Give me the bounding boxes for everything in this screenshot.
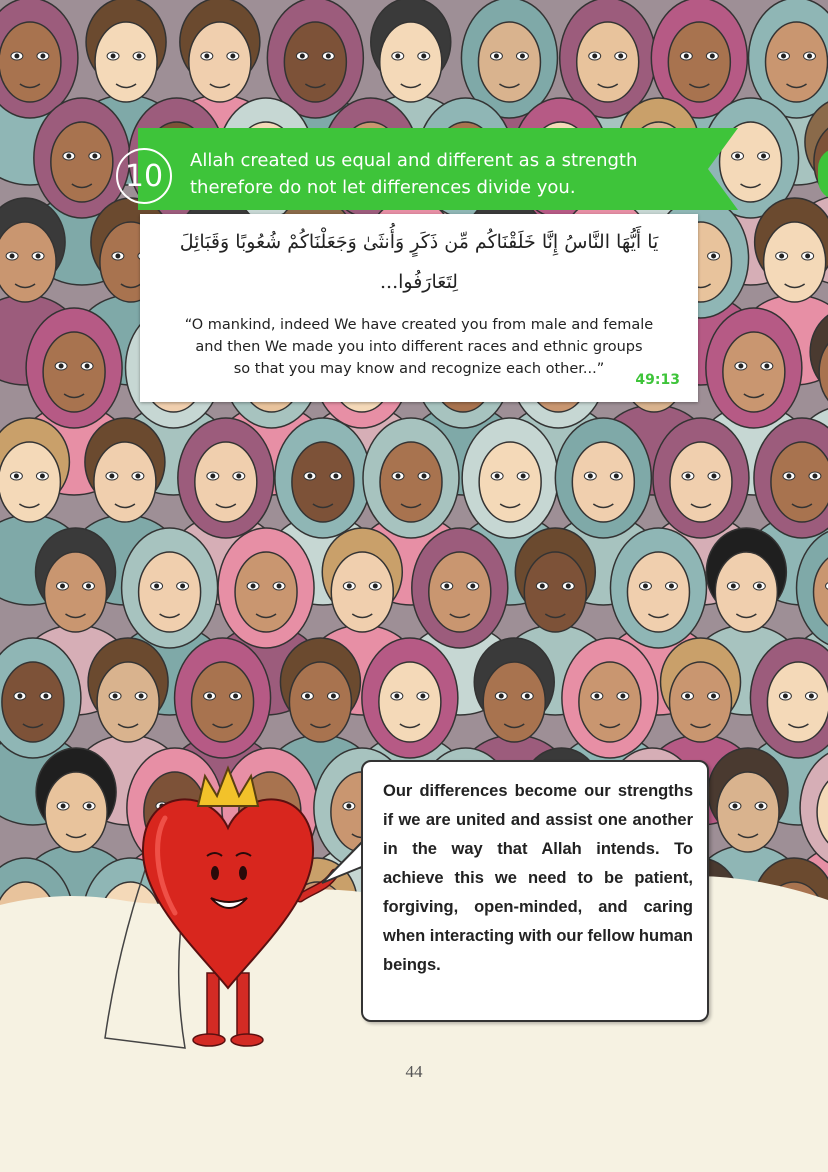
translation-line-1: “O mankind, indeed We have created you from male and female xyxy=(184,317,654,333)
speech-bubble-tail xyxy=(318,838,366,888)
verse-translation xyxy=(150,314,688,380)
banner-line-1: Allah created us equal and different as a strength xyxy=(190,150,638,171)
banner-heading xyxy=(190,147,710,201)
verse-reference: 49:13 xyxy=(635,372,680,388)
tip-number-badge: 10 xyxy=(116,148,172,204)
arabic-line-1: يَا أَيُّهَا النَّاسُ إِنَّا خَلَقْنَاكُم مِّن ذَكَرٍ وَأُنثَىٰ وَجَعَلْنَاكُمْ شُعُوبًا وَقَبَائِلَ xyxy=(179,231,659,253)
arabic-verse xyxy=(140,222,698,302)
speech-bubble xyxy=(361,760,709,1022)
speech-text: Our differences become our strengths if we are united and assist one another in the way that Allah intends. To achieve this we need to be patient, forgiving, open-minded, and caring when interacting with our fellow human beings. xyxy=(383,782,693,974)
heart-character-icon xyxy=(95,748,355,1058)
banner-line-2: therefore do not let differences divide you. xyxy=(190,177,576,198)
translation-line-2: and then We made you into different races and ethnic groups xyxy=(195,339,643,355)
page-number: 44 xyxy=(405,1062,423,1081)
verse-box xyxy=(140,214,698,402)
arabic-line-2: لِتَعَارَفُوا... xyxy=(380,271,458,293)
translation-line-3: so that you may know and recognize each other...” xyxy=(233,361,605,377)
